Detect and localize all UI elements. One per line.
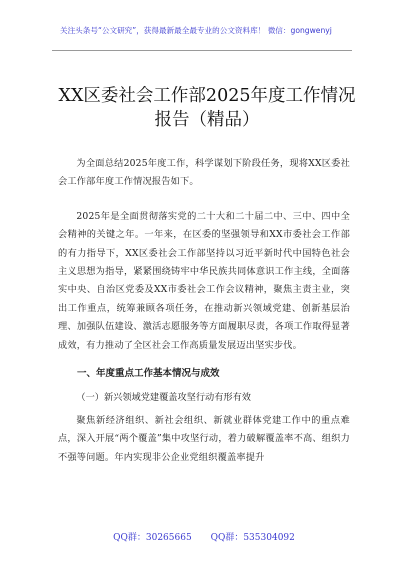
header-banner: 关注头条号“公文研究”，获得最新最全最专业的公文资料库！ 微信：gongwenyj [60,26,332,35]
title-line-2: 报告（精品） [154,110,260,130]
document-body [58,155,350,467]
sub-heading: （一）新兴领域党建覆盖攻坚行动有形有效 [76,392,251,404]
title-line-1: XX区委社会工作部2025年度工作情况 [58,86,356,106]
document-title [52,84,362,132]
footer-contact [0,530,408,543]
footer-qq-group-2: QQ群：535304092 [210,533,295,543]
footer-qq-group-1: QQ群：30265665 [113,533,192,543]
header-divider [52,50,352,51]
detail-paragraph: 聚焦新经济组织、新社会组织、新就业群体党建工作中的重点难点，深入开展“两个覆盖”集中攻坚行动，着力破解覆盖率不高、组织力不强等问题。年内实现非公企业党组织覆盖率提升 [58,414,350,463]
intro-paragraph: 为全面总结2025年度工作，科学谋划下阶段任务，现将XX区委社会工作部年度工作情况报告如下。 [58,158,350,188]
overview-paragraph: 2025年是全面贯彻落实党的二十大和二十届二中、三中、四中全会精神的关键之年。一年来，在区委的坚强领导和XX市委社会工作部的有力指导下，XX区委社会工作部坚持以习近平新时代中国特色社会主义思想为指导，紧紧围绕铸牢中华民族共同体意识工作主线，全面落实中央、自治区党委及XX市委社会工作会议精神，聚焦主责主业，突出工作重点，统筹兼顾各项任务，在推动新兴领域党建、创新基层治理、加强队伍建设、激活志愿服务等方面履职尽责，各项工作取得显著成效，有力推动了全区社会工作高质量发展迈出坚实步伐。 [58,210,350,351]
section-heading: 一、年度重点工作基本情况与成效 [77,368,220,380]
